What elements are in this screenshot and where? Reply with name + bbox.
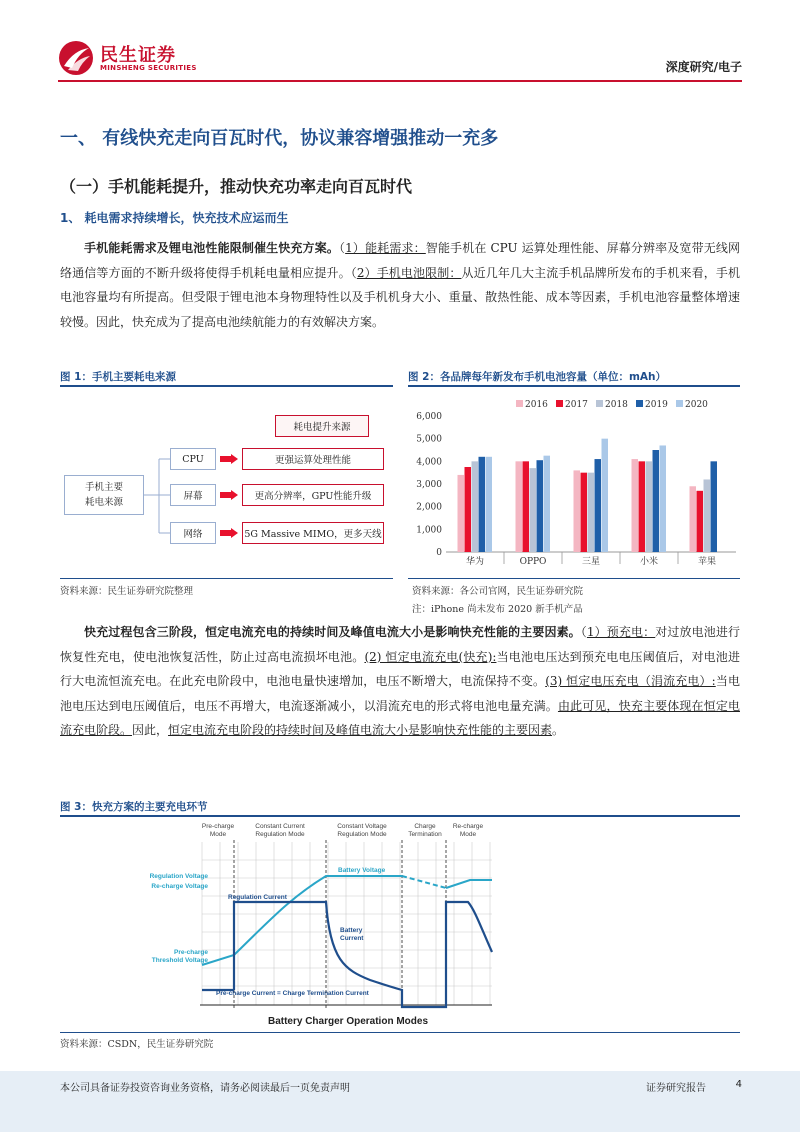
diagram-root-box: 手机主要 耗电来源 <box>64 475 144 515</box>
logo-text-en: MINSHENG SECURITIES <box>100 64 197 72</box>
para1-text: 智能手机在 CPU 运算处理性能、屏幕分辨率及宽带无线网络通信等方面的不断升级将使得手机耗电量相应提升。（ <box>60 241 740 280</box>
para1-text: （ <box>339 241 346 255</box>
bar <box>632 459 639 552</box>
figure-3-caption: 图 3：快充方案的主要充电环节 <box>60 801 208 813</box>
legend-label: 2018 <box>605 400 628 410</box>
paragraph-2 <box>60 620 740 743</box>
legend-swatch <box>676 400 683 407</box>
x-tick-label: 小米 <box>639 557 659 567</box>
figure-1-rule <box>60 385 393 387</box>
subsubsection-heading: 1、 耗电需求持续增长，快充技术应运而生 <box>60 211 289 225</box>
mode-label-cc: Constant Current Regulation Mode <box>255 823 305 838</box>
figure-2-source: 资料来源：各公司官网，民生证券研究院 <box>412 586 584 597</box>
page-number: 4 <box>735 1079 742 1090</box>
bar <box>486 457 493 552</box>
bar <box>465 467 472 552</box>
bar <box>711 461 718 552</box>
bar <box>653 450 660 552</box>
label-regulation-voltage: Regulation Voltage <box>149 873 208 880</box>
diagram-desc-screen: 更高分辨率，GPU性能升级 <box>242 484 384 506</box>
bar <box>530 468 537 552</box>
diagram-desc-cpu: 更强运算处理性能 <box>242 448 384 470</box>
bar <box>660 445 667 552</box>
para1-text: 从近几年几大主流手机品牌所发布的手机来看，手机电池容量均有所提高。但受限于锂电池本身物理特性以及手机机身大小、重量、散热性能、成本等因素，手机电池容量整体增速较慢。因此，快充成为了提高电池续航能力的有效解决方案。 <box>60 265 740 329</box>
diagram-desc-network: 5G Massive MIMO，更多天线 <box>242 522 384 544</box>
x-tick-label: 三星 <box>581 557 601 567</box>
diagram-item-screen: 屏幕 <box>170 484 216 506</box>
diagram-title: Battery Charger Operation Modes <box>267 1016 429 1027</box>
bar <box>704 479 711 552</box>
para2-lead: 快充过程包含三阶段，恒定电流充电的持续时间及峰值电流大小是影响快充性能的主要因素。 <box>84 625 581 639</box>
x-tick-label: 华为 <box>465 557 485 567</box>
diagram-item-network: 网络 <box>170 522 216 544</box>
header-divider <box>58 80 742 82</box>
arrow-right-icon <box>220 490 238 500</box>
arrow-right-icon <box>220 454 238 464</box>
bar <box>472 461 479 552</box>
y-tick-label: 4,000 <box>416 457 442 468</box>
bar <box>646 461 653 552</box>
para2-term: (2) 恒定电流充电(快充): <box>364 649 497 664</box>
mode-label-precharge: Pre-charge Mode <box>201 823 235 838</box>
bar <box>574 470 581 552</box>
para2-text: 当电池电压达到预充电电压阈值后，对电池进行大电流恒流充电。在此充电阶段中，电池电量快速增加，电压不断增大，电流保持不变。 <box>60 649 740 688</box>
figure-3-rule <box>60 815 740 817</box>
bar <box>544 456 551 552</box>
para2-term: (3) 恒定电压充电（涓流充电）: <box>545 674 716 688</box>
report-category: 深度研究/电子 <box>665 60 742 74</box>
legend-label: 2019 <box>645 400 668 410</box>
bar <box>581 473 588 552</box>
x-tick-label: 苹果 <box>697 557 717 567</box>
diagram-item-cpu: CPU <box>170 448 216 470</box>
bar <box>458 475 465 552</box>
y-tick-label: 3,000 <box>416 480 442 490</box>
arrow-right-icon <box>220 528 238 538</box>
legend-swatch <box>636 400 643 407</box>
figure-1-caption: 图 1：手机主要耗电来源 <box>60 371 176 383</box>
legend-swatch <box>596 400 603 407</box>
logo-mark-icon <box>58 40 94 76</box>
charger-modes-diagram <box>130 820 500 1030</box>
figure-1-bottom-rule <box>60 578 393 579</box>
mode-label-cv: Constant Voltage Regulation Mode <box>337 823 387 838</box>
battery-capacity-chart <box>408 390 740 576</box>
label-battery-current: Battery Current <box>340 927 364 942</box>
bar <box>639 461 646 552</box>
bar <box>479 457 486 552</box>
bar <box>602 439 609 552</box>
figure-2-note: 注：iPhone 尚未发布 2020 新手机产品 <box>412 604 583 615</box>
logo-text-cn: 民生证券 <box>100 45 176 66</box>
diagram-title-box: 耗电提升来源 <box>275 415 369 437</box>
para2-text: 对过放电池进行恢复性充电，使电池恢复活性，防止过高电流损坏电池。 <box>60 625 740 664</box>
bar <box>690 486 697 552</box>
para2-term: 由此可见，快充主要体现在恒定电流充电阶段。 <box>60 698 740 737</box>
label-battery-voltage: Battery Voltage <box>338 867 386 874</box>
para2-text: 。 <box>552 723 565 737</box>
bar <box>516 461 523 552</box>
mode-label-recharge: Re-charge Mode <box>452 823 484 838</box>
y-tick-label: 0 <box>436 548 442 558</box>
bar <box>588 473 595 552</box>
y-tick-label: 1,000 <box>416 525 442 536</box>
bar <box>697 491 704 552</box>
para2-text: 当电池电压达到电压阈值后，电压不再增大，电流逐渐减小，以涓流充电的形式将电池电量充满。 <box>60 674 740 713</box>
para1-term: 1）能耗需求： <box>345 241 426 255</box>
mode-label-termination: Charge Termination <box>408 823 442 838</box>
figure-3-source: 资料来源：CSDN，民生证券研究院 <box>60 1039 214 1050</box>
figure-3-bottom-rule <box>60 1032 740 1033</box>
logo <box>58 40 198 76</box>
legend-swatch <box>516 400 523 407</box>
figure-2-caption: 图 2：各品牌每年新发布手机电池容量（单位：mAh） <box>408 371 667 383</box>
legend-swatch <box>556 400 563 407</box>
figure-2-rule <box>408 385 740 387</box>
footer-disclaimer: 本公司具备证券投资咨询业务资格，请务必阅读最后一页免责声明 <box>60 1083 350 1094</box>
bar <box>537 460 544 552</box>
y-tick-label: 5,000 <box>416 434 442 445</box>
para1-lead: 手机能耗需求及锂电池性能限制催生快充方案。 <box>84 241 339 255</box>
para1-term: 2）手机电池限制： <box>356 265 462 280</box>
y-tick-label: 6,000 <box>416 412 442 422</box>
x-tick-label: OPPO <box>519 557 547 567</box>
paragraph-1 <box>60 236 740 334</box>
subsection-heading: （一）手机能耗提升，推动快充功率走向百瓦时代 <box>60 177 413 196</box>
bar <box>595 459 602 552</box>
label-precharge-current: Pre-charge Current = Charge Termination Current <box>216 990 369 997</box>
section-heading: 一、 有线快充走向百瓦时代，协议兼容增强推动一充多 <box>60 128 499 149</box>
label-precharge-threshold: Pre-charge Threshold Voltage <box>151 949 208 964</box>
legend-label: 2017 <box>565 400 588 410</box>
legend-label: 2020 <box>685 400 708 410</box>
legend-label: 2016 <box>525 400 548 410</box>
para2-term: 1）预充电： <box>586 625 656 639</box>
para2-text: （ <box>580 625 587 639</box>
y-tick-label: 2,000 <box>416 502 442 513</box>
para2-text: 因此， <box>132 723 169 737</box>
figure-2-bottom-rule <box>408 578 740 579</box>
para2-term: 恒定电流充电阶段的持续时间及峰值电流大小是影响快充性能的主要因素 <box>168 723 553 737</box>
footer-report-type: 证券研究报告 <box>646 1083 706 1094</box>
bar <box>523 461 530 552</box>
figure-1-diagram <box>60 395 393 575</box>
figure-1-source: 资料来源：民生证券研究院整理 <box>60 586 194 597</box>
label-recharge-voltage: Re-charge Voltage <box>151 883 208 890</box>
label-regulation-current: Regulation Current <box>228 894 287 901</box>
